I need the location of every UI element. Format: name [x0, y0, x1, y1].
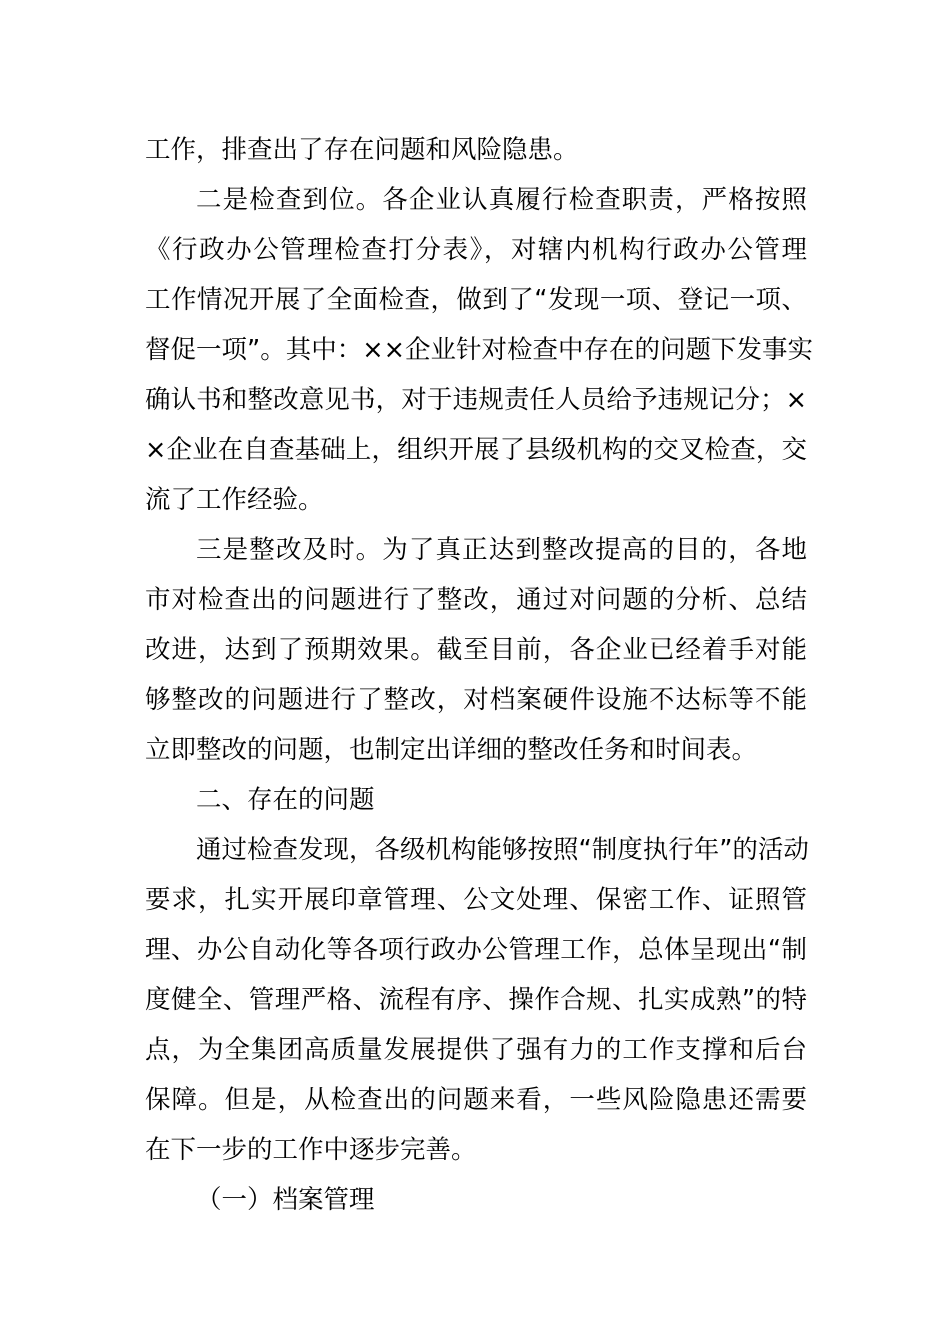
paragraph-line: 市对检查出的问题进行了整改，通过对问题的分析、总结	[145, 585, 807, 615]
paragraph-line: 保障。但是，从检查出的问题来看，一些风险隐患还需要	[145, 1085, 807, 1115]
paragraph-line: 工作情况开展了全面检查，做到了“发现一项、登记一项、	[145, 285, 807, 315]
paragraph-line: 在下一步的工作中逐步完善。	[145, 1135, 477, 1165]
subsection-heading: （一）档案管理	[196, 1185, 375, 1215]
paragraph-line: 够整改的问题进行了整改，对档案硬件设施不达标等不能	[145, 685, 807, 715]
paragraph-line: 二是检查到位。各企业认真履行检查职责，严格按照	[196, 185, 807, 215]
paragraph-line: 立即整改的问题，也制定出详细的整改任务和时间表。	[145, 735, 758, 765]
paragraph-line: 度健全、管理严格、流程有序、操作合规、扎实成熟”的特	[145, 985, 807, 1015]
paragraph-line: 督促一项”。其中：××企业针对检查中存在的问题下发事实	[145, 335, 813, 365]
paragraph-line: 改进，达到了预期效果。截至目前，各企业已经着手对能	[145, 635, 807, 665]
paragraph-line: 《行政办公管理检查打分表》，对辖内机构行政办公管理	[145, 235, 807, 265]
paragraph-line: 通过检查发现，各级机构能够按照“制度执行年”的活动	[196, 835, 809, 865]
paragraph-line: 三是整改及时。为了真正达到整改提高的目的，各地	[196, 535, 807, 565]
paragraph-line: ×企业在自查基础上，组织开展了县级机构的交叉检查，交	[145, 435, 807, 465]
paragraph-line: 点，为全集团高质量发展提供了强有力的工作支撑和后台	[145, 1035, 807, 1065]
paragraph-line: 要求，扎实开展印章管理、公文处理、保密工作、证照管	[145, 885, 807, 915]
paragraph-line: 确认书和整改意见书，对于违规责任人员给予违规记分；×	[145, 385, 807, 415]
section-heading: 二、存在的问题	[196, 785, 375, 815]
paragraph-line: 流了工作经验。	[145, 485, 324, 515]
paragraph-line: 理、办公自动化等各项行政办公管理工作，总体呈现出“制	[145, 935, 807, 965]
paragraph-line: 工作，排查出了存在问题和风险隐患。	[145, 135, 579, 165]
